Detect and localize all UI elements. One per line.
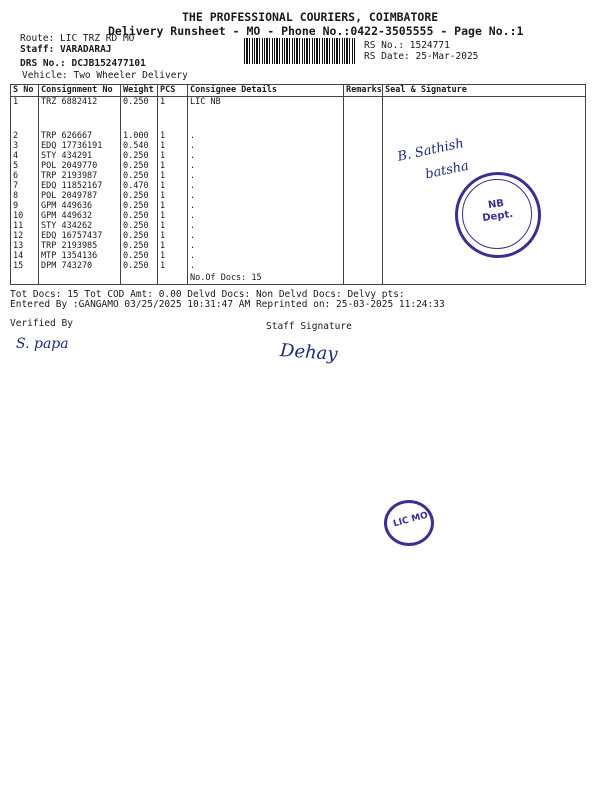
table-cell-weight: 1.000 — [123, 131, 149, 141]
staff-handwritten-signature: Dehay — [279, 340, 339, 365]
table-cell-consignee: . — [190, 161, 196, 171]
table-cell-consignee: LIC NB — [190, 97, 221, 107]
table-cell-pcs: 1 — [160, 181, 166, 191]
col-header: S No — [11, 85, 39, 97]
table-cell-pcs: 1 — [160, 161, 166, 171]
table-cell-weight: 0.250 — [123, 251, 149, 261]
receiver-signature-line2: batsha — [423, 158, 471, 183]
table-cell-cons: POL 2049770 — [41, 161, 98, 171]
rs-date: RS Date: 25-Mar-2025 — [364, 51, 479, 62]
table-cell-sno: 8 — [13, 191, 19, 201]
consignee-column — [188, 97, 344, 285]
table-cell-pcs: 1 — [160, 221, 166, 231]
col-header: PCS — [158, 85, 188, 97]
table-cell-weight: 0.470 — [123, 181, 149, 191]
rs-number: RS No.: 1524771 — [364, 40, 450, 51]
entered-by-line: Entered By :GANGAMO 03/25/2025 10:31:47 AM Reprinted on: 25-03-2025 11:24:33 — [10, 299, 445, 310]
table-cell-cons: TRP 2193987 — [41, 171, 98, 181]
table-cell-sno: 12 — [13, 231, 24, 241]
table-cell-sno: 7 — [13, 181, 19, 191]
table-cell-cons: MTP 1354136 — [41, 251, 98, 261]
table-cell-cons: TRZ 6882412 — [41, 97, 98, 107]
col-header: Remarks — [344, 85, 383, 97]
table-cell-pcs: 1 — [160, 251, 166, 261]
table-cell-consignee: . — [190, 231, 196, 241]
table-cell-pcs: 1 — [160, 141, 166, 151]
remarks-column — [344, 97, 383, 285]
pcs-column — [158, 97, 188, 285]
table-cell-pcs: 1 — [160, 211, 166, 221]
table-cell-sno: 3 — [13, 141, 19, 151]
table-cell-consignee: . — [190, 261, 196, 271]
table-cell-weight: 0.250 — [123, 261, 149, 271]
table-cell-consignee: . — [190, 191, 196, 201]
verifier-signature: S. papa — [16, 336, 69, 352]
table-cell-consignee: . — [190, 141, 196, 151]
table-cell-pcs: 1 — [160, 201, 166, 211]
table-cell-weight: 0.250 — [123, 161, 149, 171]
barcode — [244, 38, 356, 64]
table-cell-weight: 0.250 — [123, 231, 149, 241]
table-cell-consignee: . — [190, 131, 196, 141]
table-cell-consignee: . — [190, 251, 196, 261]
totals-line: Tot Docs: 15 Tot COD Amt: 0.00 Delvd Docs: Non Delvd Docs: Delvy pts: — [10, 289, 405, 300]
table-cell-weight: 0.250 — [123, 241, 149, 251]
stamp-center-text: NB Dept. — [481, 198, 514, 225]
company-name: THE PROFESSIONAL COURIERS, COIMBATORE — [182, 10, 439, 24]
table-cell-weight: 0.250 — [123, 201, 149, 211]
table-cell-weight: 0.250 — [123, 221, 149, 231]
col-header: Consignment No — [39, 85, 121, 97]
table-cell-weight: 0.250 — [123, 191, 149, 201]
sno-column — [11, 97, 39, 285]
table-cell-cons: STY 434262 — [41, 221, 93, 231]
table-cell-sno: 4 — [13, 151, 19, 161]
col-header: Consignee Details — [188, 85, 344, 97]
staff-signature-label: Staff Signature — [266, 321, 352, 332]
table-cell-consignee: . — [190, 151, 196, 161]
consignment-column — [39, 97, 121, 285]
table-cell-consignee: . — [190, 241, 196, 251]
weight-column — [121, 97, 158, 285]
table-cell-cons: TRP 626667 — [41, 131, 93, 141]
drs-number: DRS No.: DCJB152477101 — [20, 58, 146, 69]
col-header: Weight — [121, 85, 158, 97]
table-cell-sno: 6 — [13, 171, 19, 181]
table-cell-pcs: 1 — [160, 97, 166, 107]
table-cell-pcs: 1 — [160, 261, 166, 271]
route-label: Route: LIC TRZ RD MO — [20, 33, 135, 44]
no-of-docs: No.Of Docs: 15 — [190, 273, 262, 283]
table-cell-sno: 5 — [13, 161, 19, 171]
table-cell-weight: 0.250 — [123, 151, 149, 161]
table-cell-cons: GPM 449636 — [41, 201, 93, 211]
staff-label: Staff: VARADARAJ — [20, 44, 112, 55]
table-cell-sno: 15 — [13, 261, 24, 271]
col-header: Seal & Signature — [383, 85, 586, 97]
lic-dept-stamp — [455, 172, 541, 258]
table-cell-sno: 10 — [13, 211, 24, 221]
table-cell-consignee: . — [190, 181, 196, 191]
table-cell-cons: POL 2049787 — [41, 191, 98, 201]
table-cell-sno: 11 — [13, 221, 24, 231]
table-cell-sno: 9 — [13, 201, 19, 211]
table-cell-weight: 0.250 — [123, 211, 149, 221]
table-cell-pcs: 1 — [160, 151, 166, 161]
table-cell-sno: 2 — [13, 131, 19, 141]
stamp-mo-text: LIC MO — [392, 510, 430, 530]
table-cell-sno: 13 — [13, 241, 24, 251]
receiver-signature-line1: B. Sathish — [396, 136, 466, 165]
table-cell-pcs: 1 — [160, 241, 166, 251]
table-cell-cons: EDQ 16757437 — [41, 231, 103, 241]
table-cell-cons: EDQ 17736191 — [41, 141, 103, 151]
table-cell-consignee: . — [190, 211, 196, 221]
table-cell-weight: 0.250 — [123, 97, 149, 107]
table-cell-weight: 0.250 — [123, 171, 149, 181]
lic-mo-stamp — [384, 500, 434, 546]
table-cell-cons: GPM 449632 — [41, 211, 93, 221]
verified-by-label: Verified By — [10, 318, 73, 329]
table-cell-cons: EDQ 11852167 — [41, 181, 103, 191]
table-cell-consignee: . — [190, 171, 196, 181]
table-cell-pcs: 1 — [160, 131, 166, 141]
table-cell-weight: 0.540 — [123, 141, 149, 151]
table-cell-pcs: 1 — [160, 191, 166, 201]
table-cell-pcs: 1 — [160, 231, 166, 241]
table-cell-consignee: . — [190, 221, 196, 231]
table-cell-cons: DPM 743270 — [41, 261, 93, 271]
table-cell-sno: 14 — [13, 251, 24, 261]
table-header-row — [11, 85, 586, 97]
table-cell-pcs: 1 — [160, 171, 166, 181]
vehicle-label: Vehicle: Two Wheeler Delivery — [22, 70, 188, 81]
runsheet-title: Delivery Runsheet - MO - Phone No.:0422-3505555 - Page No.:1 — [108, 24, 524, 38]
table-cell-cons: STY 434291 — [41, 151, 93, 161]
table-cell-cons: TRP 2193985 — [41, 241, 98, 251]
table-cell-consignee: . — [190, 201, 196, 211]
table-cell-sno: 1 — [13, 97, 19, 107]
